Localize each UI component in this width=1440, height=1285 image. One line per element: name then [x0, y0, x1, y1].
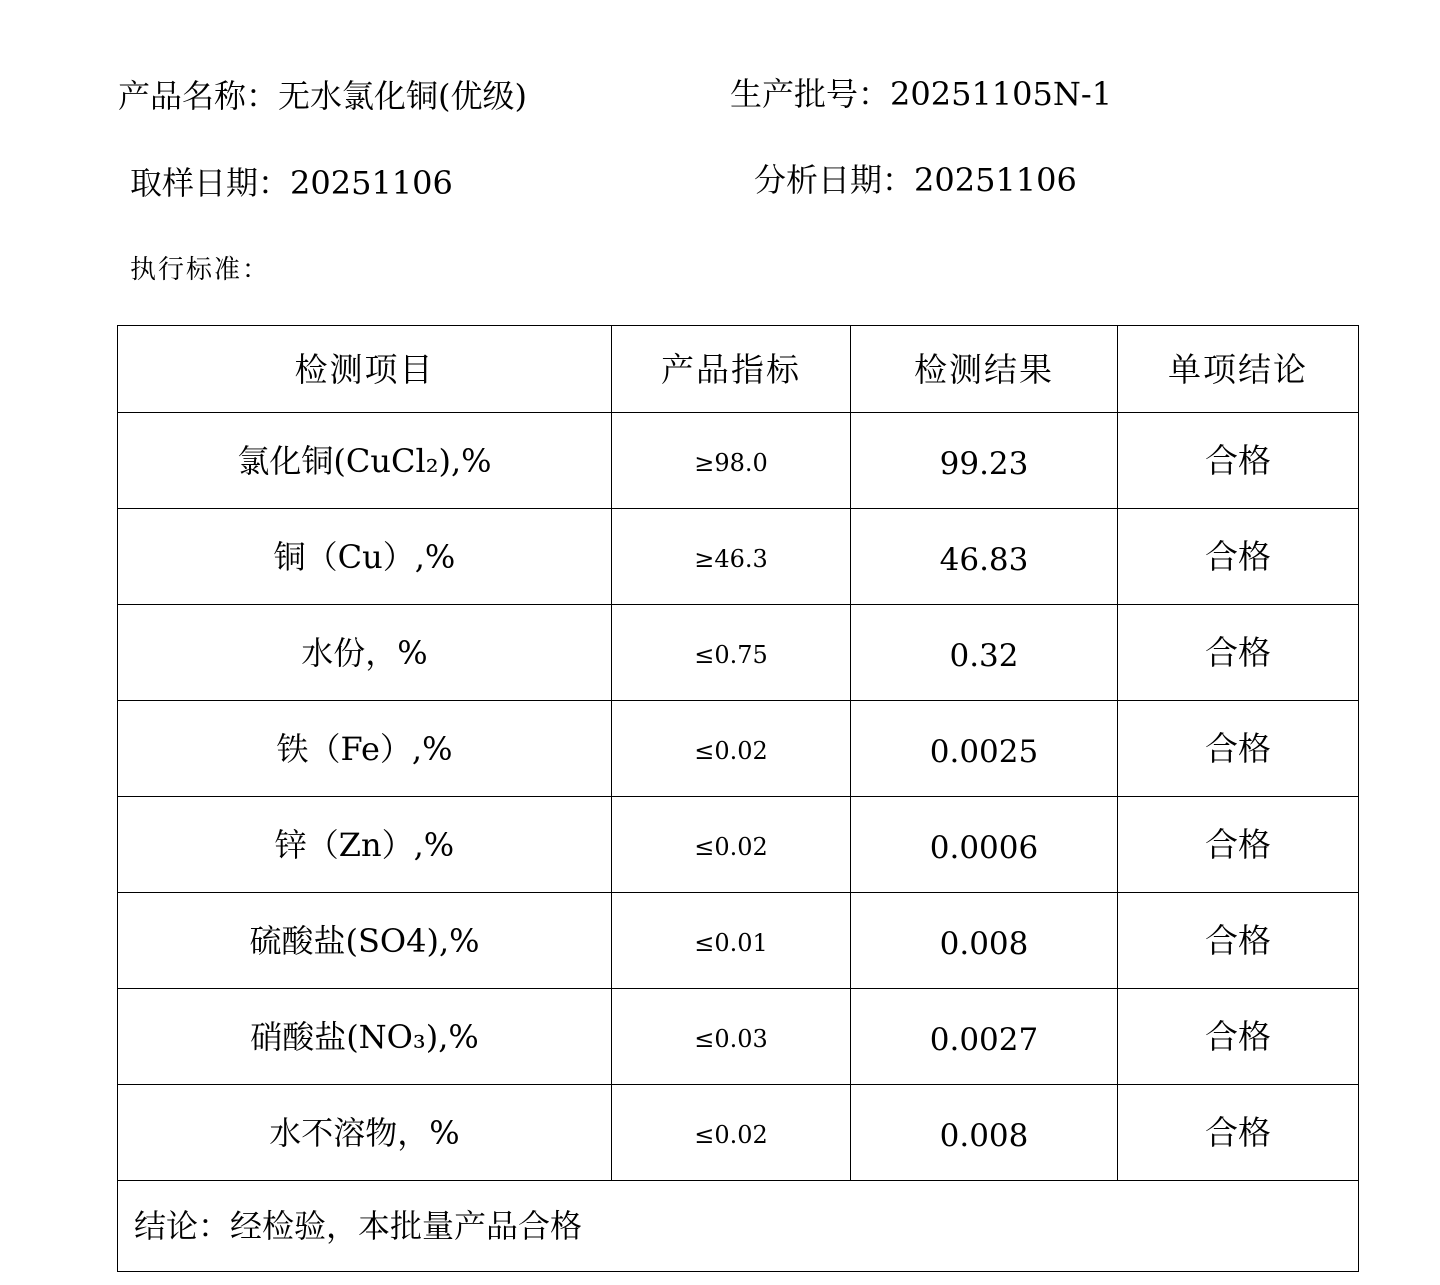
table-row — [118, 509, 1359, 605]
item-conclusion: 合格 — [1118, 893, 1359, 989]
final-conclusion: 结论：经检验，本批量产品合格 — [118, 1181, 1359, 1272]
table-row — [118, 701, 1359, 797]
column-header-result: 检测结果 — [851, 326, 1118, 413]
test-result: 0.0025 — [851, 701, 1118, 797]
item-conclusion: 合格 — [1118, 413, 1359, 509]
product-spec: ≤0.02 — [612, 1085, 851, 1181]
test-result: 0.0006 — [851, 797, 1118, 893]
item-conclusion: 合格 — [1118, 701, 1359, 797]
product-spec: ≤0.75 — [612, 605, 851, 701]
table-row — [118, 413, 1359, 509]
test-result: 0.008 — [851, 1085, 1118, 1181]
product-spec: ≤0.02 — [612, 797, 851, 893]
item-conclusion: 合格 — [1118, 797, 1359, 893]
execution-standard: 执行标准： — [130, 255, 271, 285]
batch-number: 生产批号：20251105N-1 — [730, 75, 1113, 113]
product-spec: ≤0.02 — [612, 701, 851, 797]
table-row — [118, 893, 1359, 989]
inspection-table — [117, 325, 1359, 1272]
test-item: 水不溶物，% — [118, 1085, 612, 1181]
test-result: 0.0027 — [851, 989, 1118, 1085]
product-spec: ≥46.3 — [612, 509, 851, 605]
test-item: 锌（Zn）,% — [118, 797, 612, 893]
item-conclusion: 合格 — [1118, 1085, 1359, 1181]
sampling-date: 取样日期：20251106 — [130, 164, 453, 202]
test-item: 水份，% — [118, 605, 612, 701]
column-header-conclusion: 单项结论 — [1118, 326, 1359, 413]
test-item: 铜（Cu）,% — [118, 509, 612, 605]
table-row — [118, 989, 1359, 1085]
test-item: 氯化铜(CuCl₂),% — [118, 413, 612, 509]
item-conclusion: 合格 — [1118, 509, 1359, 605]
item-conclusion: 合格 — [1118, 605, 1359, 701]
table-row — [118, 1085, 1359, 1181]
analysis-date: 分析日期：20251106 — [754, 161, 1077, 199]
test-result: 0.008 — [851, 893, 1118, 989]
table-row — [118, 797, 1359, 893]
conclusion-row — [118, 1181, 1359, 1272]
product-spec: ≤0.03 — [612, 989, 851, 1085]
column-header-item: 检测项目 — [118, 326, 612, 413]
item-conclusion: 合格 — [1118, 989, 1359, 1085]
test-result: 99.23 — [851, 413, 1118, 509]
product-spec: ≥98.0 — [612, 413, 851, 509]
test-item: 硫酸盐(SO4),% — [118, 893, 612, 989]
table-row — [118, 605, 1359, 701]
test-item: 硝酸盐(NO₃),% — [118, 989, 612, 1085]
test-result: 0.32 — [851, 605, 1118, 701]
table-header-row — [118, 326, 1359, 413]
product-spec: ≤0.01 — [612, 893, 851, 989]
test-item: 铁（Fe）,% — [118, 701, 612, 797]
product-name: 产品名称：无水氯化铜(优级) — [118, 77, 527, 115]
test-result: 46.83 — [851, 509, 1118, 605]
column-header-spec: 产品指标 — [612, 326, 851, 413]
